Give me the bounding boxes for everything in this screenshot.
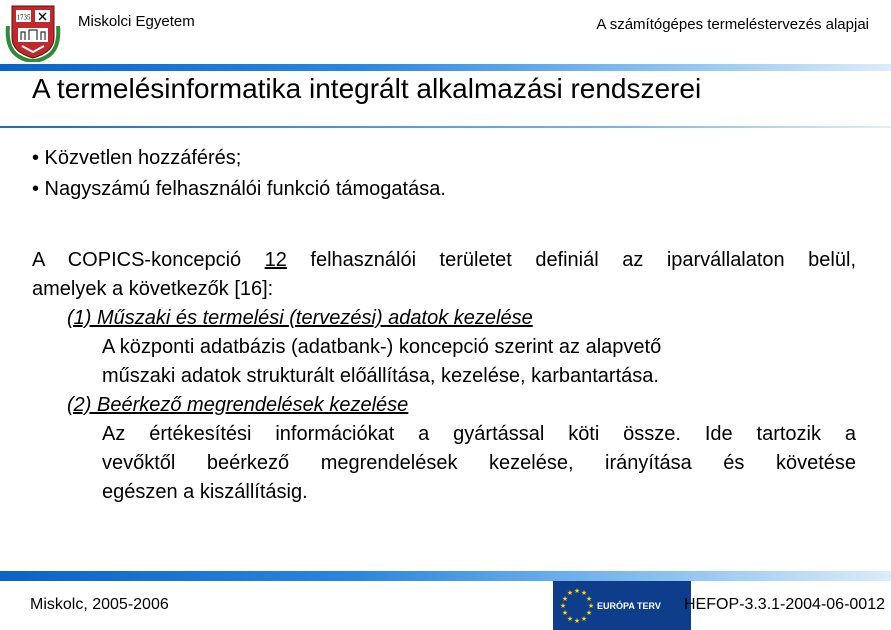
svg-text:★: ★ — [585, 609, 593, 617]
svg-text:★: ★ — [580, 615, 588, 623]
item2-title: (2) Beérkező megrendelések kezelése — [67, 394, 409, 416]
item2-line-3: egészen a kiszállításig. — [102, 481, 308, 503]
item2-line-2: vevőktől beérkező megrendelések kezelése, irányítása és követése — [102, 452, 856, 474]
svg-text:★: ★ — [559, 602, 567, 610]
footer-project-code: HEFOP-3.3.1-2004-06-0012 — [684, 596, 885, 613]
footer-divider — [0, 571, 891, 581]
svg-text:★: ★ — [561, 609, 569, 617]
header-divider — [0, 64, 891, 71]
svg-text:★: ★ — [585, 595, 593, 603]
svg-text:★: ★ — [573, 587, 581, 595]
item1-line-2: műszaki adatok strukturált előállítása, kezelése, karbantartása. — [102, 365, 659, 387]
slide-title: A termelésinformatika integrált alkalmazási rendszerei — [32, 73, 702, 104]
item1-line-1: A központi adatbázis (adatbank-) koncepció szerint az alapvető — [102, 336, 662, 358]
svg-text:★: ★ — [587, 602, 595, 610]
item1-title: (1) Műszaki és termelési (tervezési) adatok kezelése — [67, 307, 533, 329]
svg-text:★: ★ — [573, 617, 581, 625]
crest-year-text: 1735 — [16, 13, 31, 22]
europa-terv-text: EURÓPA TERV — [597, 601, 661, 611]
university-crest-logo — [4, 2, 62, 62]
intro-line-1 — [32, 246, 856, 275]
body-text — [32, 246, 856, 507]
header-university: Miskolci Egyetem — [78, 13, 195, 30]
intro-text-end: felhasználói területet definiál az iparvállalaton belül, — [286, 249, 856, 271]
intro-line-2: amelyek a következők [16]: — [32, 278, 274, 300]
svg-text:★: ★ — [566, 589, 574, 597]
title-underline — [0, 126, 891, 128]
intro-area-count: 12 — [264, 249, 287, 271]
intro-text-start: A COPICS-koncepció — [32, 249, 265, 271]
header-course-title: A számítógépes termeléstervezés alapjai — [596, 16, 869, 33]
bullet-item: • Közvetlen hozzáférés; — [32, 147, 242, 169]
item2-line-1: Az értékesítési információkat a gyártással köti össze. Ide tartozik a — [102, 423, 856, 445]
bullet-list — [32, 143, 446, 205]
footer-location-date: Miskolc, 2005-2006 — [30, 596, 169, 613]
svg-text:★: ★ — [566, 615, 574, 623]
europa-terv-logo — [553, 581, 691, 630]
bullet-item: • Nagyszámú felhasználói funkció támogatása. — [32, 178, 446, 200]
svg-text:★: ★ — [580, 589, 588, 597]
svg-text:★: ★ — [561, 595, 569, 603]
